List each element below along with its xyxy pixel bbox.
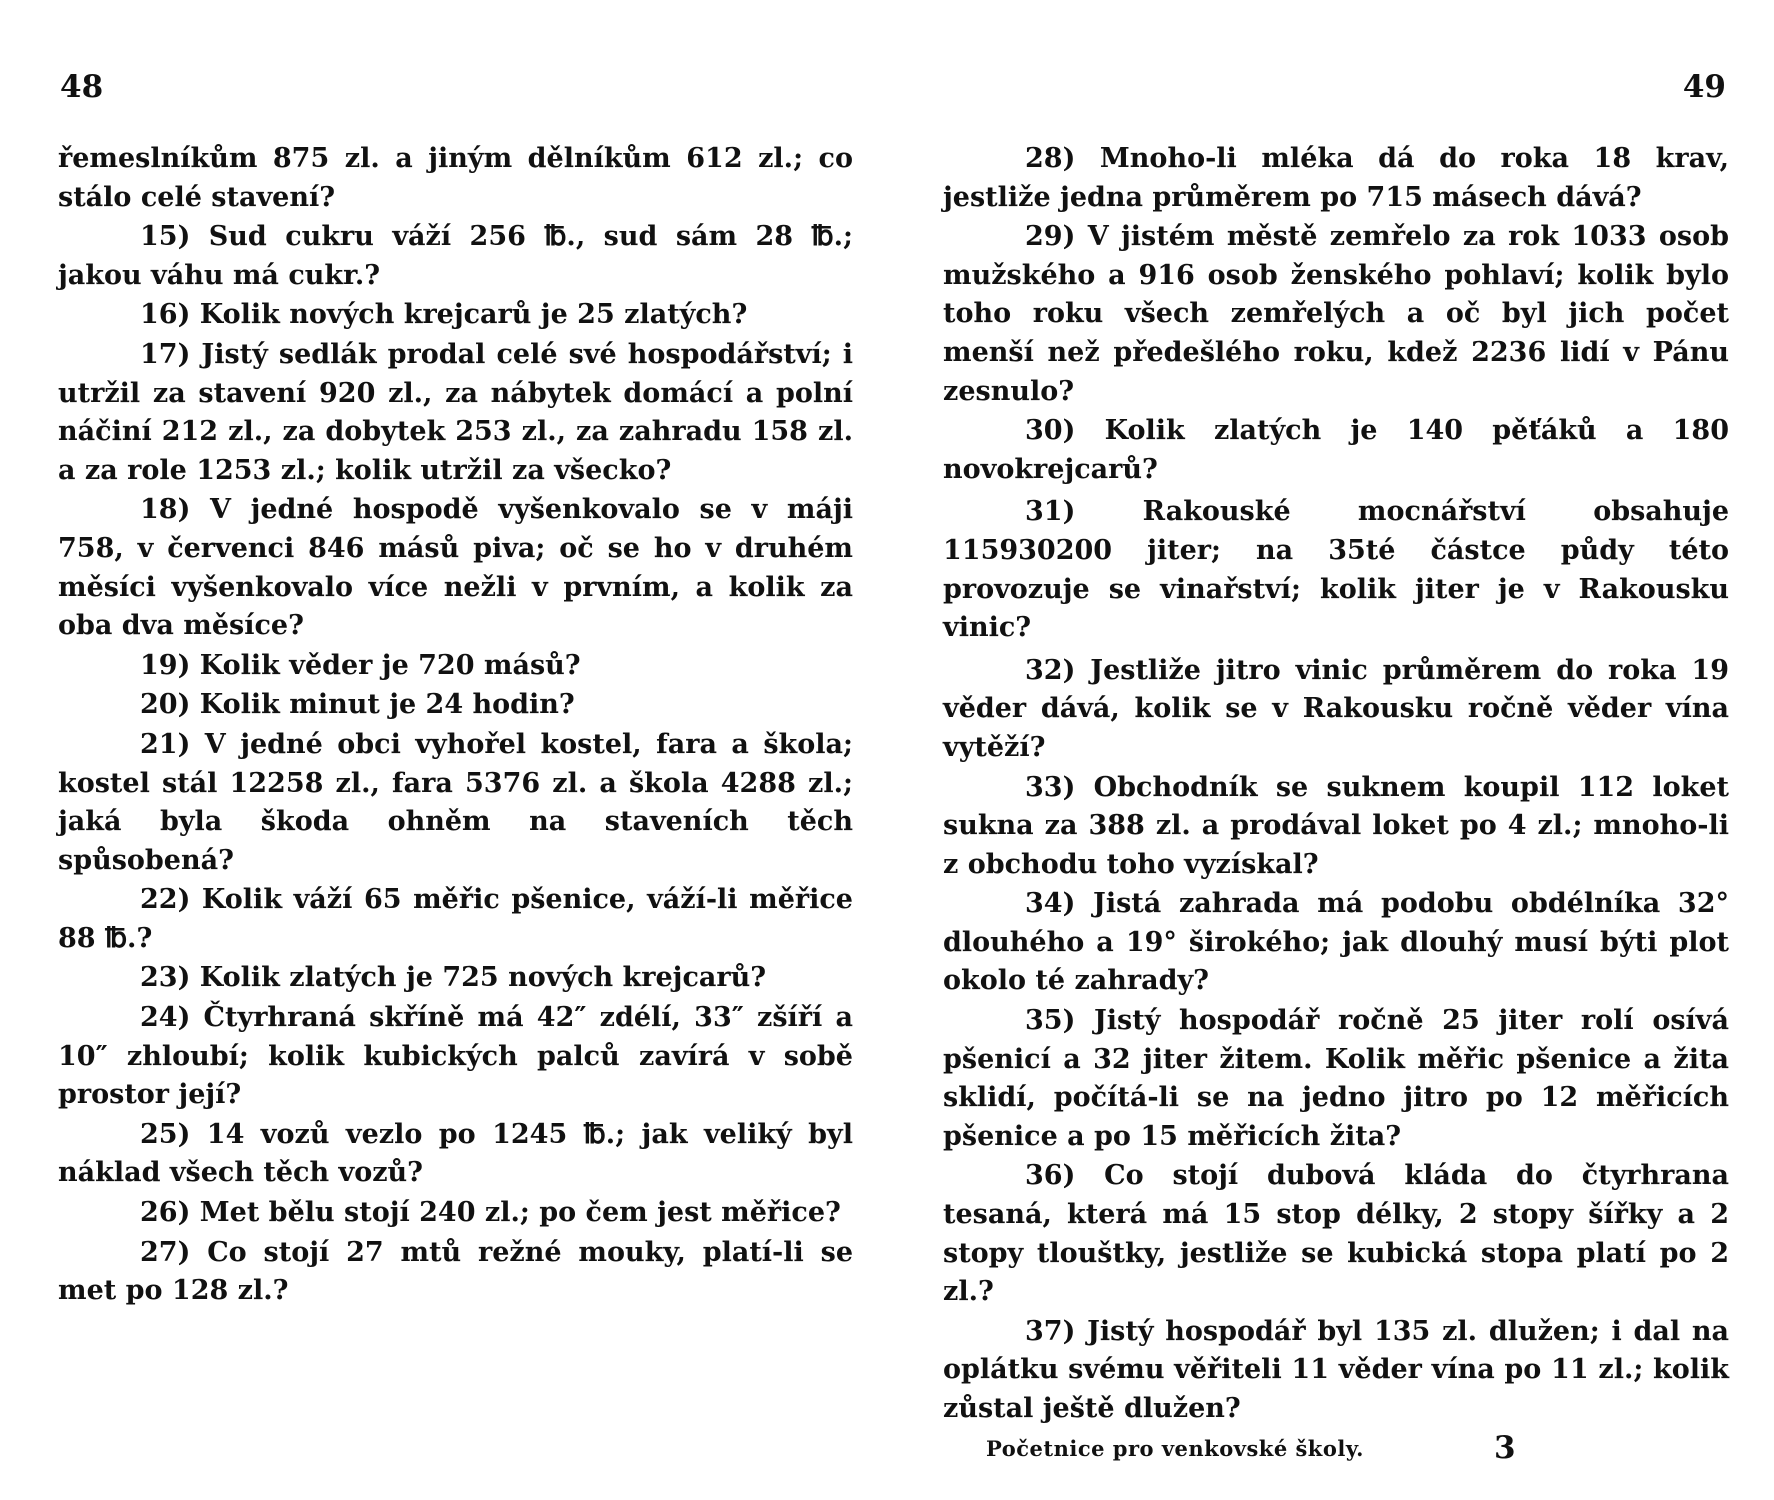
problem-21: 21) V jedné obci vyhořel kostel, fara a škola; kostel stál 12258 zl., fara 5376 zl. a škola 4288 zl.; jaká byla škoda ohněm na staveních těch spůsobená? [58, 728, 853, 876]
problem-19: 19) Kolik věder je 720 másů? [140, 649, 581, 681]
problem-36: 36) Co stojí dubová kláda do čtyrhrana tesaná, která má 15 stop délky, 2 stopy šířky a 2 stopy tlouštky, jestliže se kubická stopa platí po 2 zl.? [943, 1160, 1729, 1308]
left-text-column [58, 140, 853, 1312]
problem-23: 23) Kolik zlatých je 725 nových krejcarů? [140, 962, 767, 994]
problem-16: 16) Kolik nových krejcarů je 25 zlatých? [140, 299, 748, 331]
problem-30: 30) Kolik zlatých je 140 pěťáků a 180 novokrejcarů? [943, 415, 1729, 485]
problem-18: 18) V jedné hospodě vyšenkovalo se v máji 758, v červenci 846 másů piva; oč se ho v druhém měsíci vyšenkovalo více nežli v prvním, a kolik za oba dva měsíce? [58, 494, 853, 642]
right-text-column [943, 140, 1729, 1430]
signature-mark: 3 [1494, 1430, 1516, 1466]
problem-15: 15) Sud cukru váží 256 ℔., sud sám 28 ℔.; jakou váhu má cukr.? [58, 221, 853, 291]
problem-25: 25) 14 vozů vezlo po 1245 ℔.; jak veliký byl náklad všech těch vozů? [58, 1118, 853, 1189]
page-number-left: 48 [60, 69, 104, 105]
problem-24: 24) Čtyrhraná skříně má 42″ zdélí, 33″ zšíří a 10″ zhloubí; kolik kubických palců zavírá v sobě prostor její? [58, 1002, 853, 1111]
problem-17: 17) Jistý sedlák prodal celé své hospodářství; i utržil za stavení 920 zl., za nábytek domácí a polní náčiní 212 zl., za dobytek 253 zl., za zahradu 158 zl. a za role 1253 zl.; kolik utržil za všecko? [58, 338, 853, 486]
problem-32: 32) Jestliže jitro vinic průměrem do roka 19 věder dává, kolik se v Rakousku ročně věder vína vytěží? [943, 654, 1729, 763]
right-page [940, 0, 1774, 1500]
problem-26: 26) Met bělu stojí 240 zl.; po čem jest měřice? [140, 1197, 841, 1229]
left-page [0, 0, 870, 1500]
problem-27: 27) Co stojí 27 mtů režné mouky, platí-li se met po 128 zl.? [58, 1236, 853, 1307]
problem-29: 29) V jistém městě zemřelo za rok 1033 osob mužského a 916 osob ženského pohlaví; kolik bylo toho roku všech zemřelých a oč byl jich počet menší než předešlého roku, kdež 2236 lidí v Pánu zesnulo? [943, 221, 1729, 407]
problem-31: 31) Rakouské mocnářství obsahuje 115930200 jiter; na 35té částce půdy této provozuje se vinařství; kolik jiter je v Rakousku vinic? [943, 496, 1729, 644]
problem-28: 28) Mnoho-li mléka dá do roka 18 krav, jestliže jedna průměrem po 715 másech dává? [943, 143, 1729, 213]
page-number-right: 49 [1682, 69, 1726, 105]
problem-37: 37) Jistý hospodář byl 135 zl. dlužen; i dal na oplátku svému věřiteli 11 věder vína po 11 zl.; kolik zůstal ještě dlužen? [943, 1315, 1729, 1424]
footer-book-title: Početnice pro venkovské školy. [986, 1436, 1364, 1461]
paragraph-continued: řemeslníkům 875 zl. a jiným dělníkům 612 zl.; co stálo celé stavení? [58, 143, 853, 213]
problem-33: 33) Obchodník se suknem koupil 112 loket sukna za 388 zl. a prodával loket po 4 zl.; mnoho-li z obchodu toho vyzískal? [943, 771, 1729, 880]
problem-35: 35) Jistý hospodář ročně 25 jiter rolí osívá pšenicí a 32 jiter žitem. Kolik měřic pšenice a žita sklidí, počítá-li se na jedno jitro po 12 měřicích pšenice a po 15 měřicích žita? [943, 1005, 1729, 1152]
problem-34: 34) Jistá zahrada má podobu obdélníka 32° dlouhého a 19° širokého; jak dlouhý musí býti plot okolo té zahrady? [943, 888, 1729, 997]
problem-22: 22) Kolik váží 65 měřic pšenice, váží-li měřice 88 ℔.? [58, 884, 853, 954]
problem-20: 20) Kolik minut je 24 hodin? [140, 689, 575, 721]
